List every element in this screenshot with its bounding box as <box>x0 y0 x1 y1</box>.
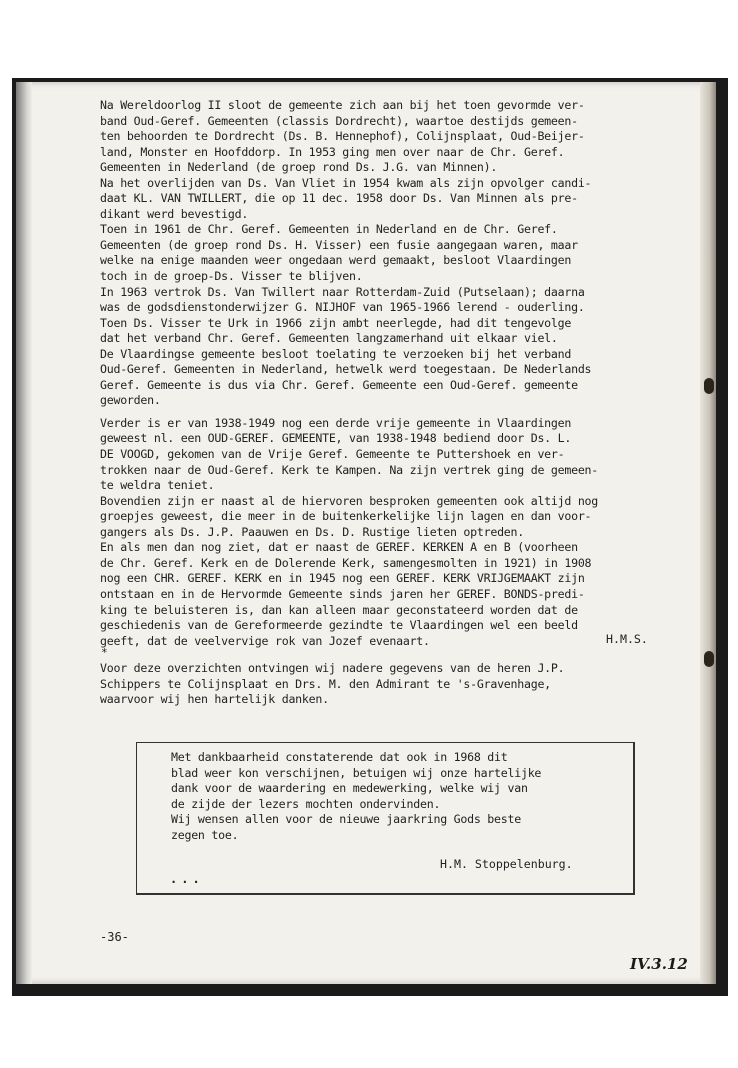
body-text-line: welke na enige maanden weer ongedaan werd gemaakt, besloot Vlaardingen <box>100 253 572 268</box>
body-text-line: toch in de groep-Ds. Visser te blijven. <box>100 269 363 284</box>
body-text-line: geschiedenis van de Gereformeerde gezindte te Vlaardingen wel een beeld <box>100 618 578 633</box>
page-number: -36- <box>100 930 129 944</box>
body-text-line: ontstaan en in de Hervormde Gemeente sinds jaren her GEREF. BONDS-predi- <box>100 586 585 601</box>
body-text-line: Toen in 1961 de Chr. Geref. Gemeenten in Nederland en de Chr. Geref. <box>100 222 558 237</box>
thanks-line: Schippers te Colijnsplaat en Drs. M. den Admirant te 's-Gravenhage, <box>100 676 551 691</box>
body-text-line: Gemeenten (de groep rond Ds. H. Visser) een fusie aangegaan waren, maar <box>100 237 578 252</box>
box-text-line: zegen toe. <box>171 827 239 842</box>
body-text-line: de Chr. Geref. Kerk en de Dolerende Kerk, samengesmolten in 1921) in 1908 <box>100 555 592 570</box>
body-text-line: dat het verband Chr. Geref. Gemeenten langzamerhand uit elkaar viel. <box>100 331 558 346</box>
page-binding <box>16 82 32 984</box>
body-text-line: was de godsdienstonderwijzer G. NIJHOF van 1965-1966 lerend - ouderling. <box>100 300 585 315</box>
body-text-line: dikant werd bevestigd. <box>100 206 249 221</box>
body-text-line: te weldra teniet. <box>100 478 215 493</box>
body-text-line: De Vlaardingse gemeente besloot toelating te verzoeken bij het verband <box>100 346 572 361</box>
punch-hole <box>704 651 714 667</box>
body-text-line: Geref. Gemeente is dus via Chr. Geref. Gemeente een Oud-Geref. gemeente <box>100 377 578 392</box>
body-text-line: groepjes geweest, die meer in de buitenkerkelijke lijn lagen en dan voor- <box>100 509 592 524</box>
box-text-line: de zijde der lezers mochten ondervinden. <box>171 796 441 811</box>
handwritten-note: IV.3.12 <box>630 955 688 973</box>
body-text-line: In 1963 vertrok Ds. Van Twillert naar Rotterdam-Zuid (Putselaan); daarna <box>100 284 585 299</box>
body-text-line: nog een CHR. GEREF. KERK en in 1945 nog een GEREF. KERK VRIJGEMAAKT zijn <box>100 571 585 586</box>
body-text-line: Verder is er van 1938-1949 nog een derde vrije gemeente in Vlaardingen <box>100 415 572 430</box>
body-text-line: geworden. <box>100 393 161 408</box>
box-text-line: dank voor de waardering en medewerking, welke wij van <box>171 781 528 795</box>
section-separator: * <box>101 646 108 659</box>
body-text-line: gangers als Ds. J.P. Paauwen en Ds. D. Rustige lieten optreden. <box>100 524 524 539</box>
body-text-line: ten behoorden te Dordrecht (Ds. B. Hennephof), Colijnsplaat, Oud-Beijer- <box>100 129 585 144</box>
box-text-line: Met dankbaarheid constaterende dat ook in 1968 dit <box>171 750 508 764</box>
box-text-line: Wij wensen allen voor de nieuwe jaarkring Gods beste <box>171 812 521 826</box>
body-text-line: En als men dan nog ziet, dat er naast de GEREF. KERKEN A en B (voorheen <box>100 540 578 555</box>
body-text-line: Oud-Geref. Gemeenten in Nederland, hetwelk werd toegestaan. De Nederlands <box>100 362 592 377</box>
body-text-line: Na Wereldoorlog II sloot de gemeente zich aan bij het toen gevormde ver- <box>100 98 585 112</box>
body-text-line: trokken naar de Oud-Geref. Kerk te Kampen. Na zijn vertrek ging de gemeen- <box>100 462 599 477</box>
body-text-line: Toen Ds. Visser te Urk in 1966 zijn ambt neerlegde, had dit tengevolge <box>100 315 572 330</box>
body-text-line: geweest nl. een OUD-GEREF. GEMEENTE, van 1938-1948 bediend door Ds. L. <box>100 431 572 446</box>
body-text-line: geeft, dat de veelvervige rok van Jozef evenaart. <box>100 633 430 648</box>
body-text-line: Gemeenten in Nederland (de groep rond Ds. J.G. van Minnen). <box>100 160 498 175</box>
body-text-line: daat KL. VAN TWILLERT, die op 11 dec. 1958 door Ds. Van Minnen als pre- <box>100 191 578 206</box>
box-signature: H.M. Stoppelenburg. <box>440 857 573 871</box>
page-right-edge <box>700 82 716 984</box>
body-text-line: DE VOOGD, gekomen van de Vrije Geref. Gemeente te Puttershoek en ver- <box>100 447 565 462</box>
punch-hole <box>704 378 714 394</box>
body-text-line <box>100 409 694 416</box>
body-text <box>100 98 694 649</box>
box-dots: ... <box>170 872 204 886</box>
body-text-line: land, Monster en Hoofddorp. In 1953 ging men over naar de Chr. Geref. <box>100 144 565 159</box>
new-year-message <box>171 750 541 843</box>
body-text-line: Na het overlijden van Ds. Van Vliet in 1954 kwam als zijn opvolger candi- <box>100 175 592 190</box>
body-signature: H.M.S. <box>606 632 648 646</box>
body-text-line: band Oud-Geref. Gemeenten (classis Dordrecht), waartoe destijds gemeen- <box>100 113 578 128</box>
thanks-paragraph <box>100 661 694 708</box>
thanks-line: Voor deze overzichten ontvingen wij nadere gegevens van de heren J.P. <box>100 661 565 675</box>
body-text-line: Bovendien zijn er naast al de hiervoren besproken gemeenten ook altijd nog <box>100 493 599 508</box>
thanks-line: waarvoor wij hen hartelijk danken. <box>100 692 329 707</box>
box-text-line: blad weer kon verschijnen, betuigen wij onze hartelijke <box>171 765 542 780</box>
body-text-line: king te beluisteren is, dan kan alleen maar geconstateerd worden dat de <box>100 602 578 617</box>
